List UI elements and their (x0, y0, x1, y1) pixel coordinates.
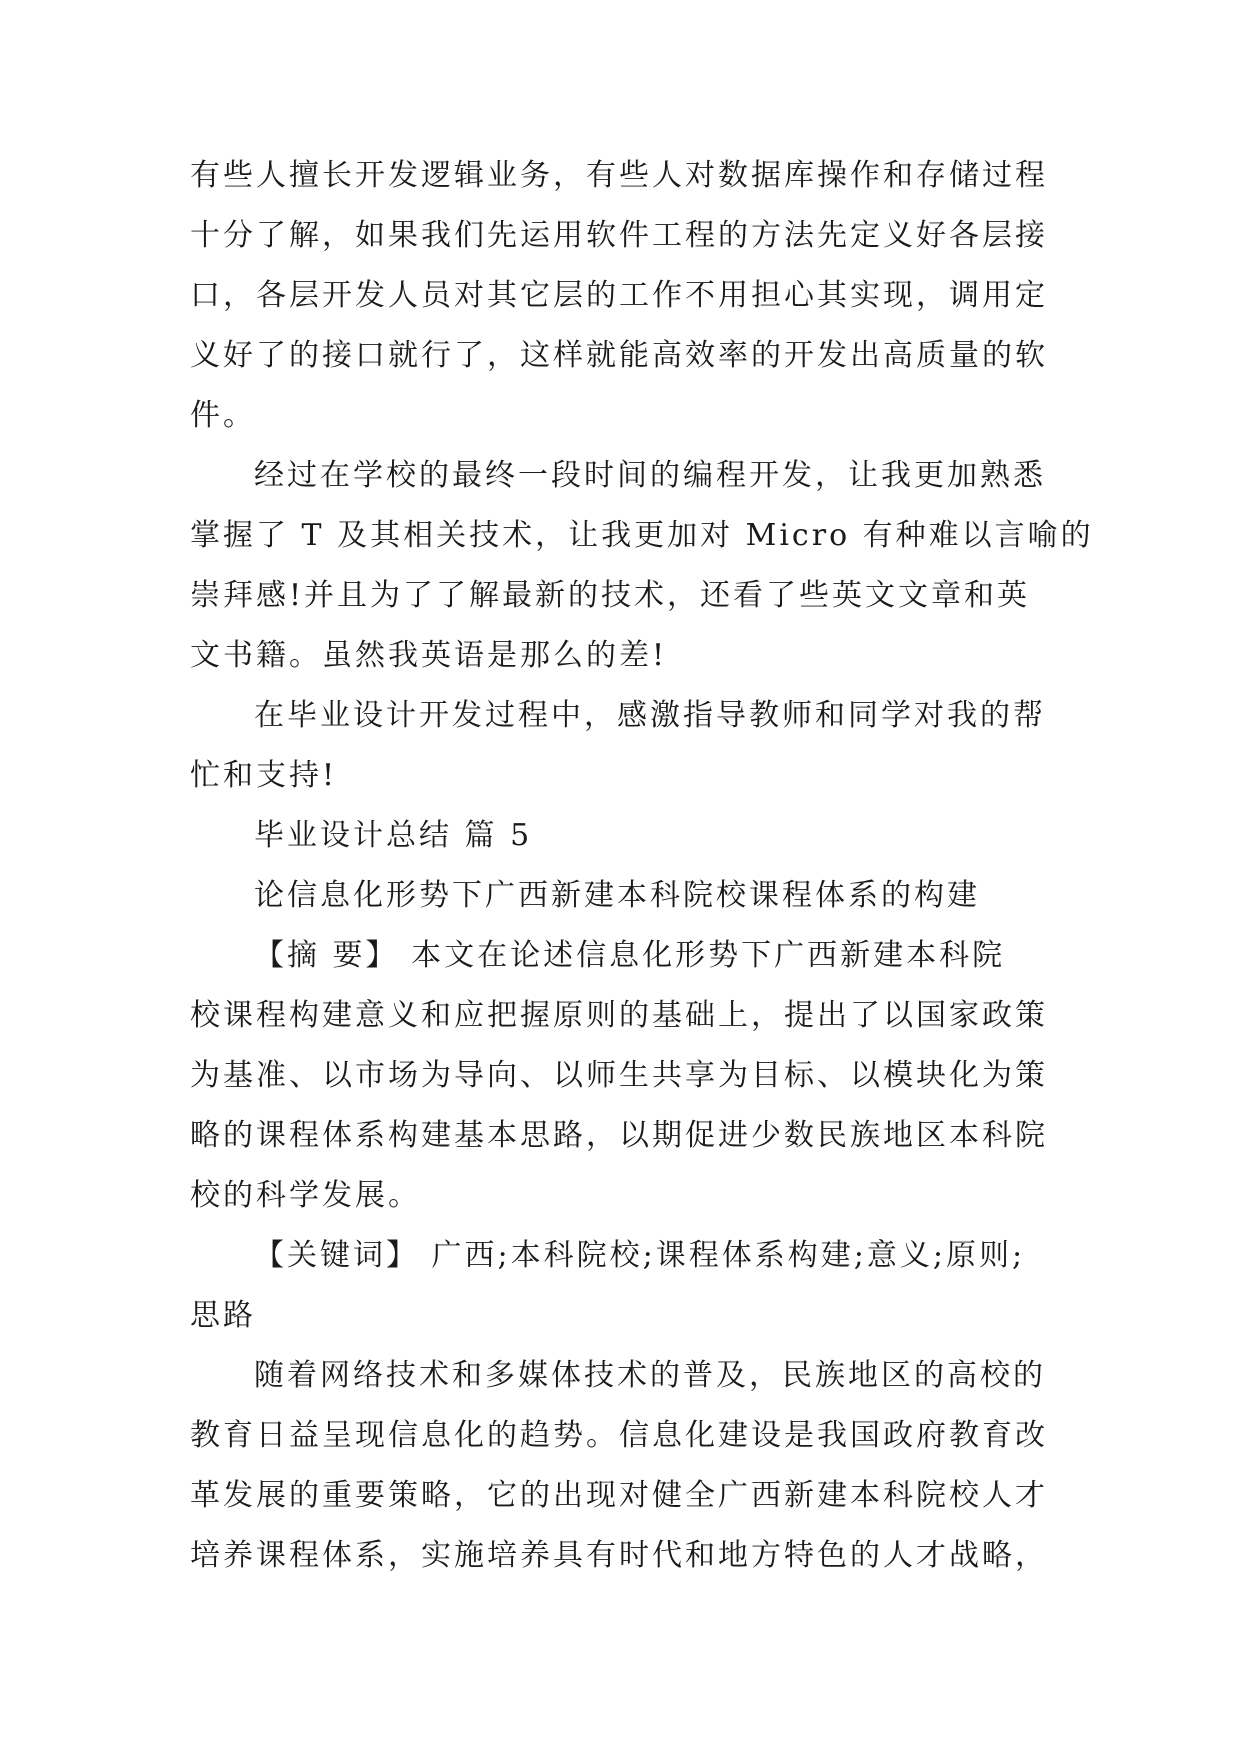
text-line: 口，各层开发人员对其它层的工作不用担心其实现，调用定 (190, 278, 1048, 313)
keywords-line: 【关键词】 广西;本科院校;课程体系构建;意义;原则; (254, 1238, 1026, 1273)
text-line: 文书籍。虽然我英语是那么的差! (190, 638, 668, 673)
text-line: 有些人擅长开发逻辑业务，有些人对数据库操作和存储过程 (190, 158, 1048, 193)
text-line: 崇拜感!并且为了了解最新的技术，还看了些英文文章和英 (190, 578, 1031, 613)
abstract-line: 校课程构建意义和应把握原则的基础上，提出了以国家政策 (190, 998, 1048, 1033)
abstract-line: 为基准、以市场为导向、以师生共享为目标、以模块化为策 (190, 1058, 1048, 1093)
keywords-line: 思路 (190, 1298, 256, 1333)
section-heading: 毕业设计总结 篇 5 (254, 818, 533, 853)
text-line: 义好了的接口就行了，这样就能高效率的开发出高质量的软 (190, 338, 1048, 373)
text-line: 革发展的重要策略，它的出现对健全广西新建本科院校人才 (190, 1478, 1048, 1513)
text-line: 经过在学校的最终一段时间的编程开发，让我更加熟悉 (254, 458, 1046, 493)
text-line: 忙和支持! (190, 758, 338, 793)
abstract-line: 校的科学发展。 (190, 1178, 421, 1213)
text-line: 随着网络技术和多媒体技术的普及，民族地区的高校的 (254, 1358, 1046, 1393)
text-line: 培养课程体系，实施培养具有时代和地方特色的人才战略， (190, 1538, 1048, 1573)
text-line: 掌握了 T 及其相关技术，让我更加对 Micro 有种难以言喻的 (190, 518, 1094, 553)
abstract-line: 略的课程体系构建基本思路，以期促进少数民族地区本科院 (190, 1118, 1048, 1153)
text-line: 十分了解，如果我们先运用软件工程的方法先定义好各层接 (190, 218, 1048, 253)
article-title: 论信息化形势下广西新建本科院校课程体系的构建 (254, 878, 980, 913)
text-line: 件。 (190, 398, 256, 433)
text-line: 教育日益呈现信息化的趋势。信息化建设是我国政府教育改 (190, 1418, 1048, 1453)
abstract-line: 【摘 要】 本文在论述信息化形势下广西新建本科院 (254, 938, 1006, 973)
text-line: 在毕业设计开发过程中，感激指导教师和同学对我的帮 (254, 698, 1046, 733)
